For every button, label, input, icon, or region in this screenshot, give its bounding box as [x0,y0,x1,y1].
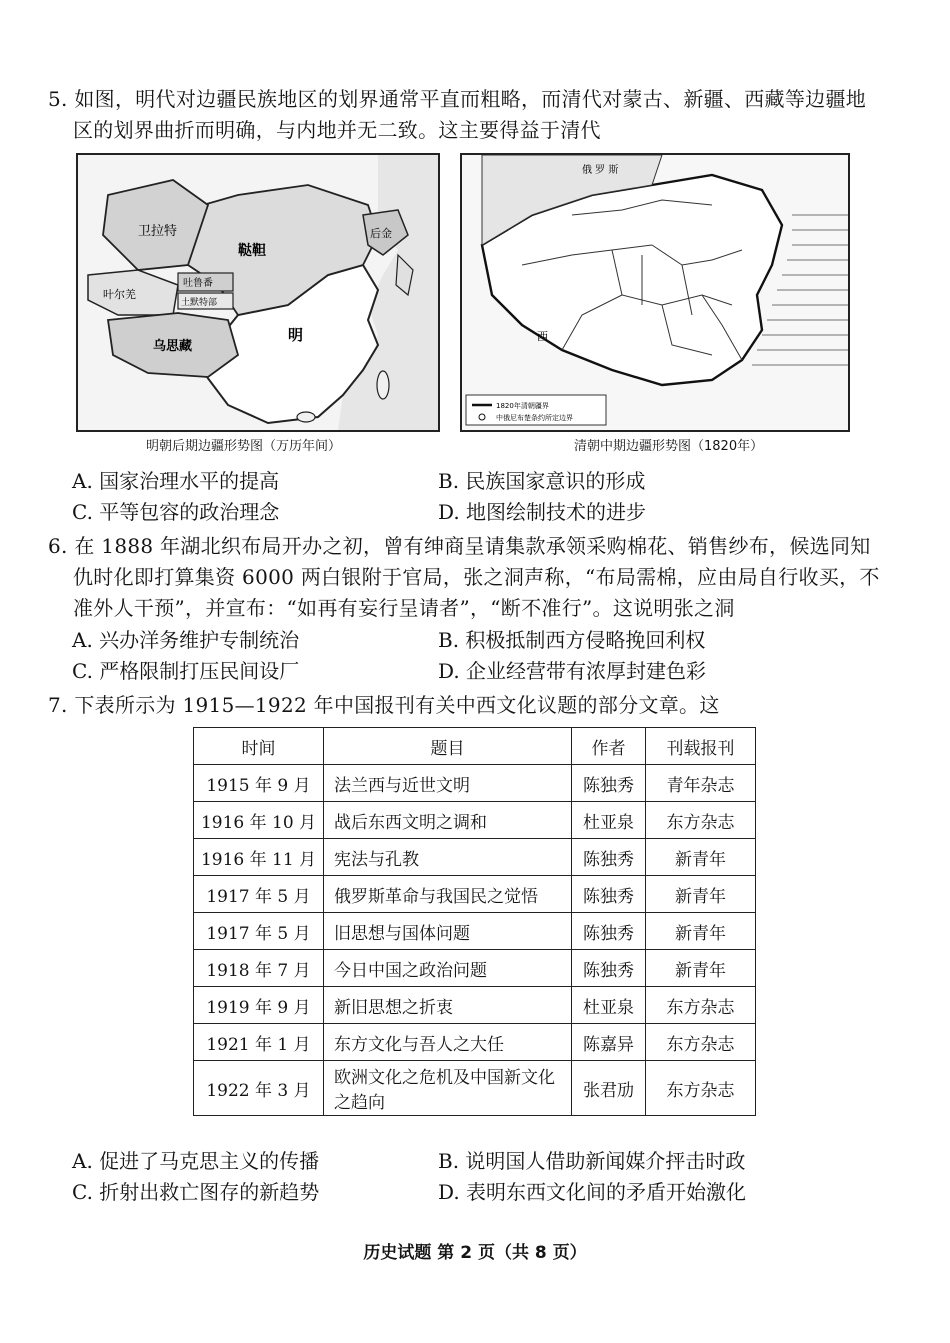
map-label-russia: 俄 罗 斯 [582,165,619,176]
q5-option-d: D. 地图绘制技术的进步 [438,500,647,524]
map-label-west: 西 [537,330,548,343]
cell-author: 杜亚泉 [572,987,646,1024]
table-row [194,950,756,987]
cell-author: 陈独秀 [572,765,646,802]
q5-maps [76,153,846,455]
map-label-later-jin: 后金 [370,227,392,240]
cell-author: 陈嘉异 [572,1024,646,1061]
map-label-oirat: 卫拉特 [138,224,178,239]
cell-author: 张君劢 [572,1061,646,1116]
cell-author: 杜亚泉 [572,802,646,839]
table-row [194,1061,756,1116]
cell-title: 宪法与孔教 [324,839,572,876]
q7-option-b: B. 说明国人借助新闻媒介抨击时政 [438,1149,746,1173]
q6-stem-line1: 6. 在 1888 年湖北织布局开办之初，曾有绅商呈请集款承领采购棉花、销售纱布，候选同知 [48,534,871,558]
cell-publication: 新青年 [646,913,756,950]
table-header-row [194,728,756,765]
cell-title: 法兰西与近世文明 [324,765,572,802]
cell-publication: 新青年 [646,839,756,876]
cell-title: 今日中国之政治问题 [324,950,572,987]
map-qing [460,153,850,432]
table-row [194,1024,756,1061]
table-row [194,802,756,839]
cell-publication: 东方杂志 [646,987,756,1024]
q5-stem-line1: 5. 如图，明代对边疆民族地区的划界通常平直而粗略，而清代对蒙古、新疆、西藏等边疆地 [48,87,867,111]
cell-time: 1917 年 5 月 [194,913,324,950]
cell-title: 东方文化与吾人之大任 [324,1024,572,1061]
header-title: 题目 [324,728,572,765]
question-7 [48,690,908,721]
q5-option-b: B. 民族国家意识的形成 [438,469,646,493]
header-time: 时间 [194,728,324,765]
q7-option-c: C. 折射出救亡图存的新趋势 [72,1180,320,1204]
q6-option-a: A. 兴办洋务维护专制统治 [72,628,300,652]
question-6 [48,531,908,624]
legend-qing-border: 1820年清朝疆界 [496,402,549,410]
q5-stem-line2: 区的划界曲折而明确，与内地并无二致。这主要得益于清代 [73,118,601,142]
cell-title: 俄罗斯革命与我国民之觉悟 [324,876,572,913]
table-row [194,765,756,802]
q5-options [72,466,912,528]
cell-author: 陈独秀 [572,950,646,987]
cell-time: 1919 年 9 月 [194,987,324,1024]
cell-author: 陈独秀 [572,839,646,876]
q7-option-a: A. 促进了马克思主义的传播 [72,1149,320,1173]
cell-time: 1916 年 11 月 [194,839,324,876]
cell-publication: 东方杂志 [646,1024,756,1061]
cell-title: 欧洲文化之危机及中国新文化之趋向 [324,1061,572,1116]
map-ming-caption: 明朝后期边疆形势图（万历年间） [146,439,342,454]
table-row [194,876,756,913]
cell-author: 陈独秀 [572,913,646,950]
map-qing-caption: 清朝中期边疆形势图（1820年） [574,439,764,454]
q7-option-d: D. 表明东西文化间的矛盾开始激化 [438,1180,747,1204]
cell-publication: 东方杂志 [646,802,756,839]
table-row [194,839,756,876]
q7-stem-line1: 7. 下表所示为 1915—1922 年中国报刊有关中西文化议题的部分文章。这 [48,693,720,717]
cell-time: 1918 年 7 月 [194,950,324,987]
q5-option-a: A. 国家治理水平的提高 [72,469,280,493]
cell-title: 新旧思想之折衷 [324,987,572,1024]
cell-time: 1916 年 10 月 [194,802,324,839]
table-row [194,913,756,950]
q6-stem-line2: 仇时化即打算集资 6000 两白银附于官局，张之洞声称，“布局需棉，应由局自行收买，不 [73,565,880,589]
cell-publication: 新青年 [646,950,756,987]
map-label-ming: 明 [288,326,304,344]
articles-table [193,727,756,1116]
table-body [194,765,756,1116]
map-label-tumed: 土默特部 [181,298,218,308]
q7-options [72,1146,912,1208]
q5-option-c: C. 平等包容的政治理念 [72,500,280,524]
cell-publication: 东方杂志 [646,1061,756,1116]
question-5 [48,84,908,146]
map-label-tatar: 鞑靼 [238,243,266,259]
q6-option-b: B. 积极抵制西方侵略挽回利权 [438,628,706,652]
cell-time: 1915 年 9 月 [194,765,324,802]
map-ming [76,153,440,432]
header-author: 作者 [572,728,646,765]
map-label-tibet: 乌思藏 [153,339,193,354]
cell-time: 1922 年 3 月 [194,1061,324,1116]
map-label-turpan: 吐鲁番 [183,278,213,289]
table-row [194,987,756,1024]
q6-option-d: D. 企业经营带有浓厚封建色彩 [438,659,707,683]
cell-author: 陈独秀 [572,876,646,913]
page-footer: 历史试题 第 2 页（共 8 页） [363,1243,587,1263]
map-label-yarkand: 叶尔羌 [103,288,136,301]
q6-option-c: C. 严格限制打压民间设厂 [72,659,300,683]
cell-time: 1921 年 1 月 [194,1024,324,1061]
q6-stem-line3: 准外人干预”，并宣布：“如再有妄行呈请者”，“断不准行”。这说明张之洞 [73,596,735,620]
cell-publication: 青年杂志 [646,765,756,802]
cell-publication: 新青年 [646,876,756,913]
header-publication: 刊载报刊 [646,728,756,765]
cell-time: 1917 年 5 月 [194,876,324,913]
cell-title: 战后东西文明之调和 [324,802,572,839]
cell-title: 旧思想与国体问题 [324,913,572,950]
legend-nerchinsk: 中俄尼布楚条约所定边界 [496,414,573,422]
q6-options [72,625,912,687]
